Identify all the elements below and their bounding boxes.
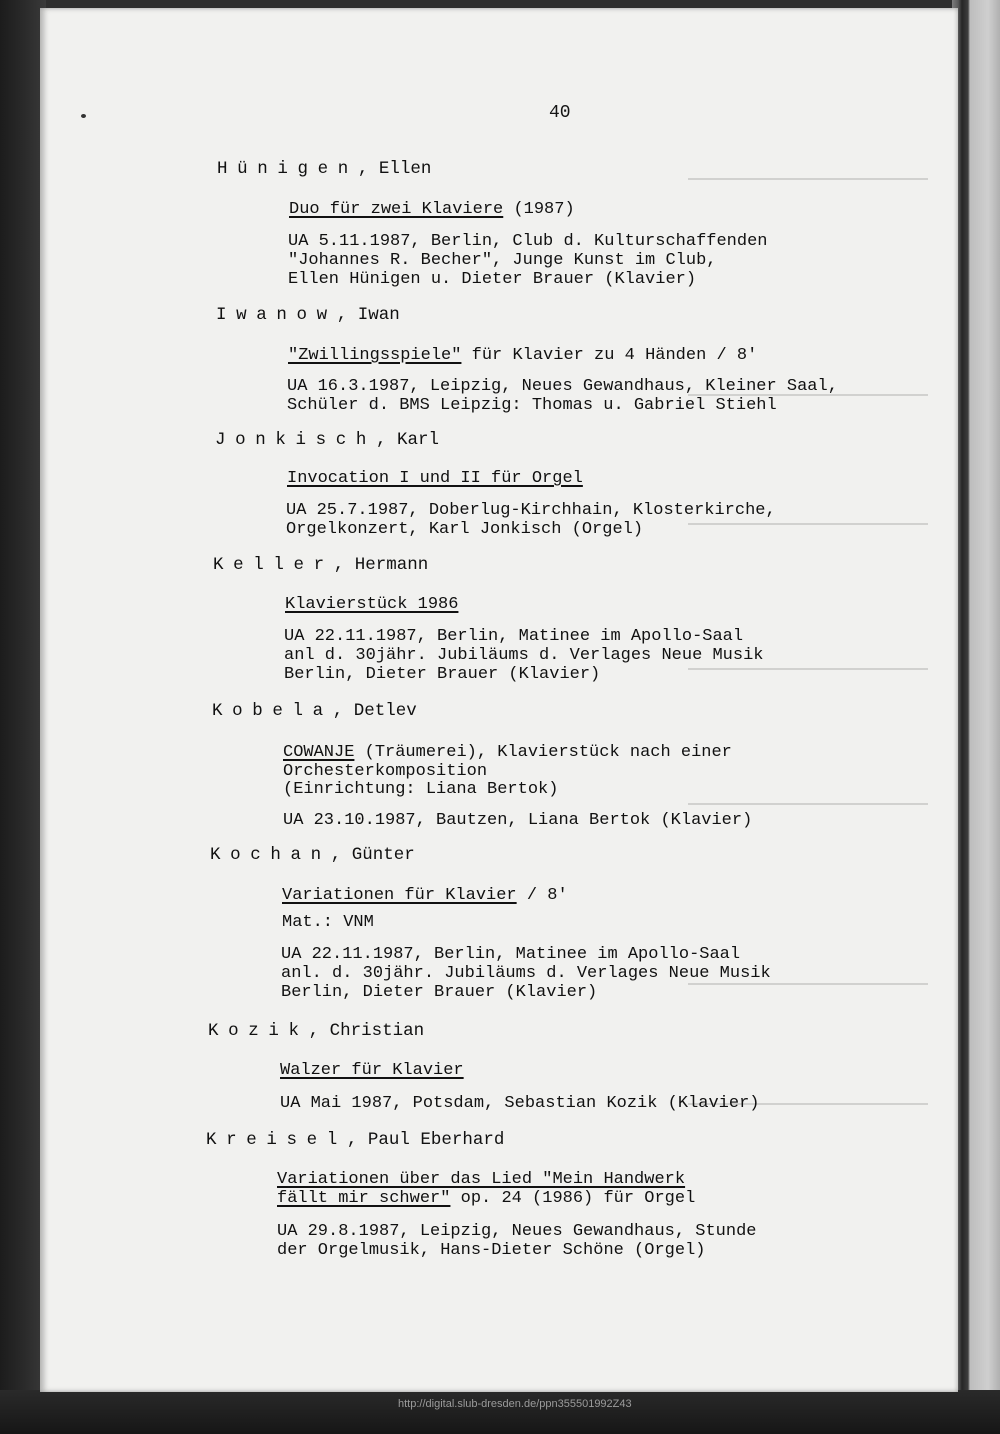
composer-surname: Kozik [208, 1021, 309, 1041]
work-title-continuation: fällt mir schwer" [277, 1189, 451, 1208]
composer-heading: Kochan, Günter [210, 845, 415, 865]
work-title-line [287, 470, 583, 488]
work-title: Duo für zwei Klaviere [289, 200, 504, 219]
work-details: / 8' [516, 886, 568, 905]
composer-surname: Hünigen [217, 159, 358, 179]
composer-given-name: Ellen [378, 159, 432, 179]
work-details: op. 24 (1986) für Orgel [450, 1189, 696, 1208]
performance-info: UA 22.11.1987, Berlin, Matinee im Apollo-Saal anl. d. 30jähr. Jubiläums d. Verlages Neue Musik Berlin, Dieter Brauer (Klavier) [281, 945, 771, 1002]
work-title-line [288, 347, 757, 365]
work-title: Walzer für Klavier [280, 1061, 464, 1080]
work-title-continuation: Orchesterkomposition (Einrichtung: Liana Bertok) [283, 762, 559, 799]
work-title-line [283, 744, 732, 762]
performance-info: UA 16.3.1987, Leipzig, Neues Gewandhaus, Kleiner Saal, Schüler d. BMS Leipzig: Thomas u. Gabriel Stiehl [287, 377, 838, 415]
work-details: für Klavier zu 4 Händen / 8' [461, 346, 758, 365]
composer-given-name: Iwan [357, 305, 400, 325]
composer-surname: Keller [213, 555, 334, 575]
composer-heading: Kreisel, Paul Eberhard [206, 1130, 505, 1150]
work-title: Variationen über das Lied "Mein Handwerk [277, 1170, 686, 1189]
composer-given-name: Detlev [353, 701, 417, 721]
work-title-line [285, 596, 458, 614]
composer-given-name: Hermann [354, 555, 429, 575]
work-title: COWANJE [283, 743, 355, 762]
composer-surname: Kobela [212, 701, 333, 721]
performance-info: UA 5.11.1987, Berlin, Club d. Kulturschaffenden "Johannes R. Becher", Junge Kunst im Club, Ellen Hünigen u. Dieter Brauer (Klavier) [288, 232, 768, 289]
composer-given-name: Karl [397, 430, 440, 450]
material-info: Mat.: VNM [282, 913, 374, 932]
work-details: (1987) [503, 200, 575, 219]
work-title: Invocation I und II für Orgel [287, 469, 583, 488]
composer-surname: Iwanow [216, 305, 337, 325]
work-title: "Zwillingsspiele" [288, 346, 462, 365]
performance-info: UA 22.11.1987, Berlin, Matinee im Apollo-Saal anl d. 30jähr. Jubiläums d. Verlages Neue Musik Berlin, Dieter Brauer (Klavier) [284, 627, 764, 684]
composer-given-name: Christian [329, 1021, 425, 1041]
performance-info: UA Mai 1987, Potsdam, Sebastian Kozik (Klavier) [280, 1094, 760, 1113]
composer-heading: Kobela, Detlev [212, 701, 417, 721]
composer-given-name: Paul Eberhard [367, 1130, 505, 1150]
work-title-line-2 [277, 1190, 695, 1208]
composer-surname: Jonkisch [215, 430, 377, 450]
page-number: 40 [549, 103, 571, 123]
work-title-line [280, 1062, 464, 1080]
work-title: Variationen für Klavier [282, 886, 517, 905]
work-details: (Träumerei), Klavierstück nach einer [354, 743, 732, 762]
work-title-line [277, 1171, 685, 1189]
composer-heading: Keller, Hermann [213, 555, 429, 575]
composer-heading: Kozik, Christian [208, 1021, 425, 1041]
work-title: Klavierstück 1986 [285, 595, 459, 614]
composer-surname: Kochan [210, 845, 331, 865]
composer-given-name: Günter [351, 845, 415, 865]
work-title-line [282, 887, 568, 905]
source-url: http://digital.slub-dresden.de/ppn355501992Z43 [398, 1398, 632, 1410]
work-title-line [289, 201, 575, 219]
performance-info: UA 29.8.1987, Leipzig, Neues Gewandhaus, Stunde der Orgelmusik, Hans-Dieter Schöne (Orgel) [277, 1222, 757, 1260]
composer-heading: Jonkisch, Karl [215, 430, 440, 450]
composer-heading: Iwanow, Iwan [216, 305, 400, 325]
performance-info: UA 25.7.1987, Doberlug-Kirchhain, Klosterkirche, Orgelkonzert, Karl Jonkisch (Orgel) [286, 501, 776, 539]
composer-surname: Kreisel [206, 1130, 347, 1150]
composer-heading: Hünigen, Ellen [217, 159, 432, 179]
performance-info: UA 23.10.1987, Bautzen, Liana Bertok (Klavier) [283, 811, 753, 830]
